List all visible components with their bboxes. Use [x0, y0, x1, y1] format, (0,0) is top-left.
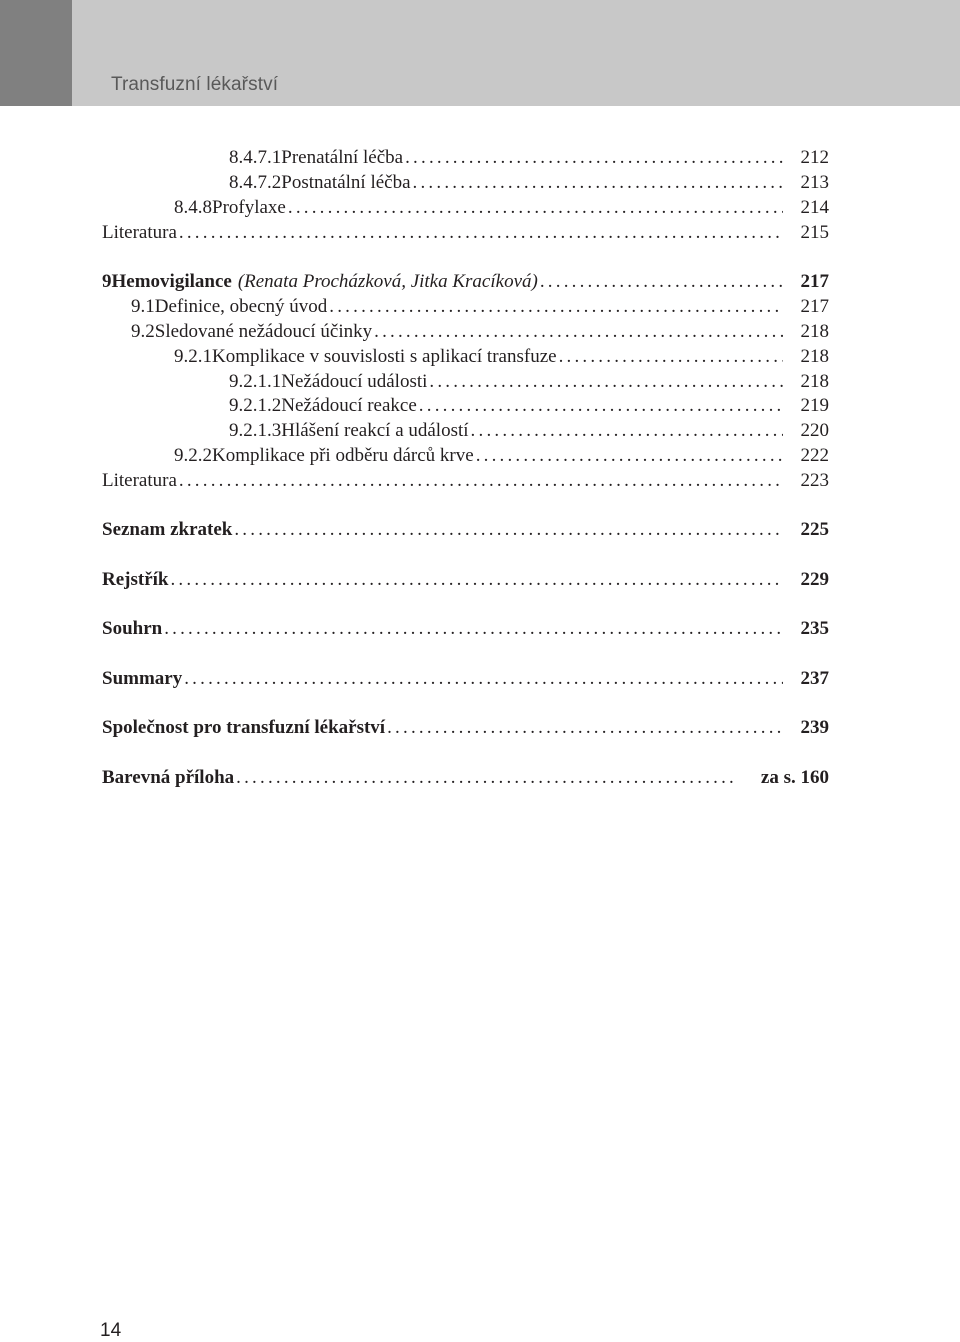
toc-dot-leader — [374, 319, 783, 345]
toc-entry-label: Nežádoucí reakce — [281, 395, 417, 416]
toc-entry-number: 9.2.1.1 — [229, 371, 282, 392]
toc-entry-label: Prenatální léčba — [281, 147, 404, 168]
toc-entry-label: Profylaxe — [212, 197, 286, 218]
toc-entry-page: 217 — [800, 296, 829, 317]
toc-entry[interactable] — [229, 170, 829, 196]
toc-entry-number: 9.1 — [131, 296, 155, 317]
toc-section-entry[interactable] — [102, 765, 829, 791]
toc-section-entry[interactable] — [102, 616, 829, 642]
toc-entry-page: 215 — [800, 222, 829, 243]
toc-entry-label: Literatura — [102, 470, 177, 491]
toc-entry[interactable] — [229, 145, 829, 171]
toc-entry-page: 229 — [800, 569, 829, 590]
toc-entry-page: 235 — [800, 618, 829, 639]
toc-entry-number: 8.4.8 — [174, 197, 212, 218]
toc-entry-number: 8.4.7.2 — [229, 172, 282, 193]
toc-dot-leader — [179, 468, 783, 494]
toc-entry-label: Souhrn — [102, 618, 163, 639]
page-number: 14 — [100, 1320, 122, 1341]
toc-section-entry[interactable] — [102, 517, 829, 543]
toc-dot-leader — [405, 145, 783, 171]
toc-entry-page: 214 — [800, 197, 829, 218]
toc-dot-leader — [184, 666, 783, 692]
toc-entry-page: 220 — [800, 420, 829, 441]
toc-entry[interactable] — [102, 220, 829, 246]
toc-section-entry[interactable] — [102, 666, 829, 692]
toc-dot-leader — [164, 616, 783, 642]
toc-entry-label: Summary — [102, 668, 183, 689]
toc-entry-number: 9.2.2 — [174, 445, 212, 466]
toc-chapter-entry[interactable] — [102, 269, 829, 295]
toc-entry-number: 9.2.1 — [174, 346, 212, 367]
toc-entry-page: za s. 160 — [760, 767, 829, 788]
toc-dot-leader — [387, 715, 783, 741]
toc-section-entry[interactable] — [102, 715, 829, 741]
toc-entry-label: Postnatální léčba — [281, 172, 411, 193]
toc-entry-page: 218 — [800, 321, 829, 342]
toc-dot-leader — [413, 170, 783, 196]
toc-entry-label: Společnost pro transfuzní lékařství — [102, 717, 386, 738]
toc-dot-leader — [179, 220, 783, 246]
toc-dot-leader — [329, 294, 783, 320]
toc-entry-number: 8.4.7.1 — [229, 147, 282, 168]
toc-entry-page: 218 — [800, 346, 829, 367]
toc-dot-leader — [471, 418, 783, 444]
toc-dot-leader — [419, 393, 783, 419]
toc-dot-leader — [288, 195, 783, 221]
toc-entry-label: Barevná příloha — [102, 767, 235, 788]
toc-entry-number: 9.2.1.2 — [229, 395, 282, 416]
toc-dot-leader — [540, 269, 783, 295]
toc-entry-label: Seznam zkratek — [102, 519, 233, 540]
toc-entry[interactable] — [174, 195, 829, 221]
toc-entry[interactable] — [174, 344, 829, 370]
toc-entry-page: 212 — [800, 147, 829, 168]
toc-entry-label: Literatura — [102, 222, 177, 243]
toc-dot-leader — [429, 369, 783, 395]
toc-entry[interactable] — [174, 443, 829, 469]
toc-entry-label: Definice, obecný úvod — [154, 296, 328, 317]
toc-entry-page: 223 — [800, 470, 829, 491]
toc-entry-page: 218 — [800, 371, 829, 392]
toc-entry-page: 219 — [800, 395, 829, 416]
toc-entry-page: 222 — [800, 445, 829, 466]
toc-entry-number: 9 — [102, 271, 112, 292]
toc-entry-label: Sledované nežádoucí účinky — [154, 321, 373, 342]
toc-entry-label: Hlášení reakcí a událostí — [281, 420, 469, 441]
toc-entry[interactable] — [229, 393, 829, 419]
toc-section-entry[interactable] — [102, 567, 829, 593]
toc-entry-page: 237 — [800, 668, 829, 689]
toc-entry-label: Hemovigilance — [111, 271, 232, 292]
toc-entry-number: 9.2 — [131, 321, 155, 342]
toc-entry[interactable] — [102, 468, 829, 494]
toc-dot-leader — [559, 344, 783, 370]
toc-dot-leader — [170, 567, 783, 593]
toc-entry[interactable] — [229, 418, 829, 444]
toc-entry[interactable] — [131, 294, 829, 320]
toc-entry[interactable] — [229, 369, 829, 395]
toc-entry-page: 213 — [800, 172, 829, 193]
header-tab — [0, 0, 72, 106]
toc-entry-page: 225 — [800, 519, 829, 540]
toc-entry-label: Rejstřík — [102, 569, 169, 590]
toc-dot-leader — [236, 765, 734, 791]
toc-entry-label: Komplikace v souvislosti s aplikací transfuze — [212, 346, 557, 367]
toc-dot-leader — [234, 517, 783, 543]
running-title: Transfuzní lékařství — [111, 74, 279, 95]
toc-entry-authors: (Renata Procházková, Jitka Kracíková) — [237, 271, 538, 292]
toc-entry-label: Komplikace při odběru dárců krve — [212, 445, 474, 466]
toc-dot-leader — [476, 443, 783, 469]
toc-entry-page: 239 — [800, 717, 829, 738]
toc-entry-page: 217 — [800, 271, 829, 292]
toc-entry-label: Nežádoucí události — [281, 371, 428, 392]
toc-entry-number: 9.2.1.3 — [229, 420, 282, 441]
toc-entry[interactable] — [131, 319, 829, 345]
